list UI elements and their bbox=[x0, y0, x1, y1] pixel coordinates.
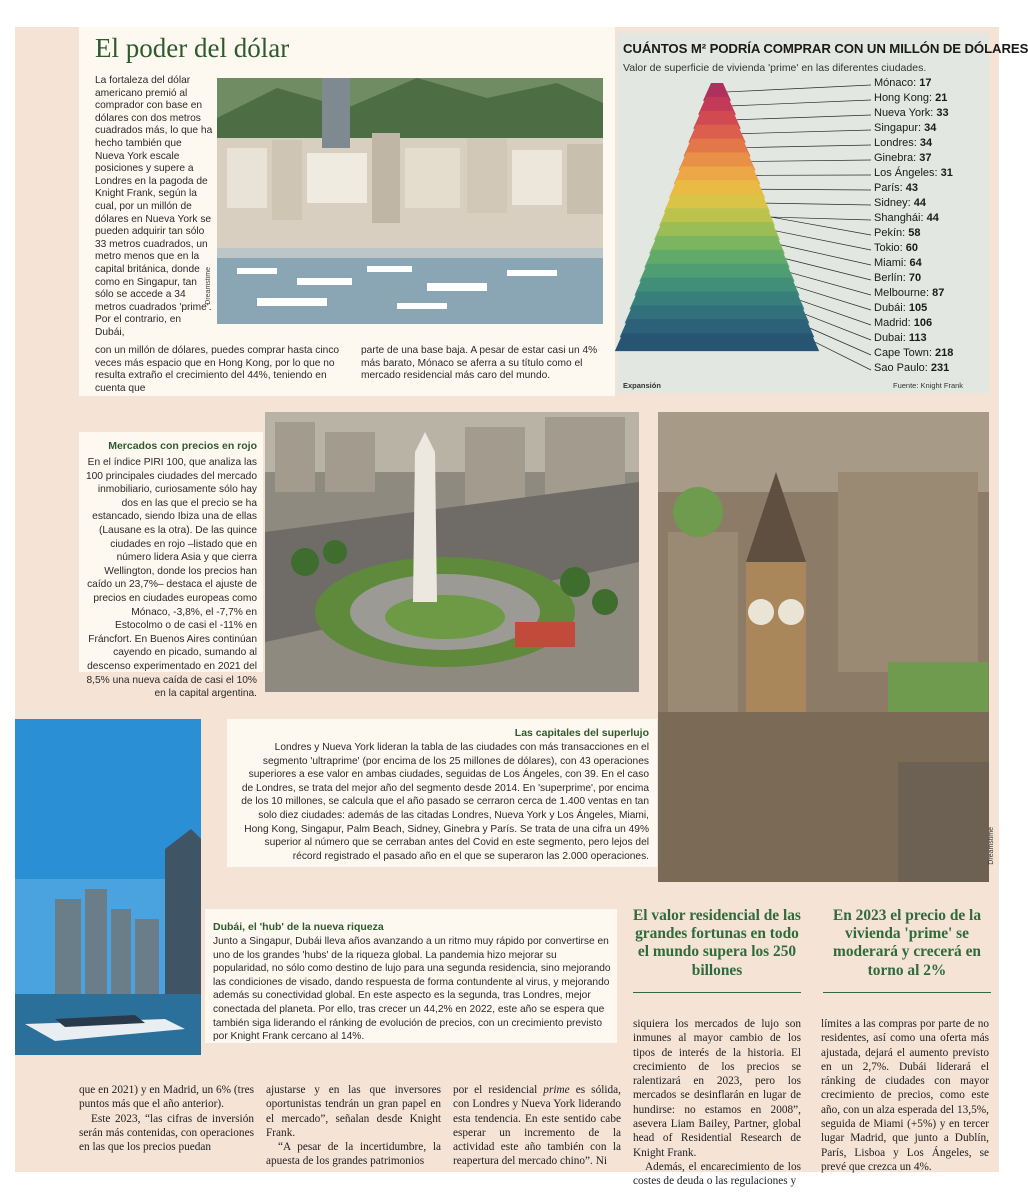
lead-text-cont: con un millón de dólares, puedes comprar hasta cinco veces más espacio que en Hong Kong, por lo que no resulta extraño el crecimiento del 44%, teniendo en cuenta que bbox=[95, 345, 340, 394]
city-name: Singapur: bbox=[874, 122, 925, 134]
infographic-subtitle: Valor de superficie de vivienda 'prime' en las diferentes ciudades. bbox=[623, 62, 927, 74]
lead-text: La fortaleza del dólar americano premió al comprador con base en dólares con dos metros cuadrados más, lo que ha hecho también que Nueva York escale posiciones y supere a Londres en la pagoda de Knight Frank, según la cual, por un millón de dólares en Nueva York se pueden adquirir tan sólo 33 metros cuadrados, un metro menos que en la capital británica, donde como en Singapur, tan sólo se accede a 34 metros cuadrados 'prime'. Por el contrario, en Dubái, bbox=[95, 75, 213, 338]
city-value: 60 bbox=[905, 242, 919, 254]
city-name: Tokio: bbox=[874, 242, 906, 254]
city-name: Sao Paulo: bbox=[874, 362, 931, 374]
leader-line bbox=[805, 314, 871, 340]
box-dubai bbox=[205, 909, 617, 1043]
body-col-4 bbox=[633, 1017, 801, 1189]
leader-line bbox=[732, 100, 871, 106]
newspaper-page bbox=[15, 27, 1028, 1188]
city-name: Madrid: bbox=[874, 317, 914, 329]
dubai-photo bbox=[15, 719, 201, 1055]
city-value: 31 bbox=[940, 167, 953, 179]
city-value: 37 bbox=[919, 152, 932, 164]
city-value: 33 bbox=[936, 107, 949, 119]
city-name: Miami: bbox=[874, 257, 910, 269]
city-value: 34 bbox=[919, 137, 933, 149]
box-mercados bbox=[79, 432, 263, 700]
leader-line bbox=[737, 115, 871, 120]
city-value: 218 bbox=[934, 347, 954, 359]
city-row bbox=[874, 362, 949, 374]
city-name: Los Ángeles: bbox=[874, 167, 941, 179]
city-row bbox=[874, 107, 949, 119]
city-row bbox=[874, 257, 922, 269]
body-emphasis: prime bbox=[543, 1084, 570, 1096]
leader-line bbox=[796, 287, 871, 310]
box-superlujo bbox=[227, 719, 657, 867]
city-name: Hong Kong: bbox=[874, 92, 936, 104]
city-row bbox=[874, 122, 936, 134]
city-value: 105 bbox=[908, 302, 928, 314]
infographic-title: CUÁNTOS M² PODRÍA COMPRAR CON UN MILLÓN DE DÓLARES bbox=[623, 41, 1028, 56]
city-value: 34 bbox=[924, 122, 937, 134]
buenos-aires-photo bbox=[265, 412, 639, 692]
pagoda-tier bbox=[615, 333, 819, 351]
city-row bbox=[874, 347, 953, 359]
city-value: 70 bbox=[908, 272, 922, 284]
city-name: Dubái: bbox=[874, 302, 909, 314]
top-article bbox=[79, 27, 615, 396]
city-name: Berlín: bbox=[874, 272, 909, 284]
lead-text-cont2: parte de una base baja. A pesar de estar casi un 4% más barato, Mónaco se aferra a su título como el mercado residencial más caro del mundo. bbox=[361, 345, 598, 382]
city-row bbox=[874, 332, 927, 344]
city-row bbox=[874, 77, 932, 89]
city-value: 231 bbox=[930, 362, 950, 374]
body-paragraph: siquiera los mercados de lujo son inmunes al mayor cambio de los tipos de interés de la historia. El crecimiento de los precios se ralentizará en 2023, pero los mercados se desinflarán en lugar de hundirse: no estamos en 2008”, asevera Liam Bailey, Partner, global head of Residential Research de Knight Frank. bbox=[633, 1018, 801, 1159]
city-row bbox=[874, 272, 921, 284]
leader-line bbox=[791, 273, 871, 295]
leader-line bbox=[781, 245, 871, 265]
body-col-3 bbox=[453, 1083, 621, 1169]
city-name: Shanghái: bbox=[874, 212, 927, 224]
city-name: Sidney: bbox=[874, 197, 914, 209]
city-row bbox=[874, 197, 926, 209]
city-value: 43 bbox=[905, 182, 919, 194]
body-paragraph: ajustarse y en las que inversores oportunistas tendrán un gran papel en el mercado”, señalan desde Knight Frank. bbox=[266, 1084, 441, 1139]
city-value: 64 bbox=[909, 257, 922, 269]
city-value: 87 bbox=[932, 287, 945, 299]
box-superlujo-title: Las capitales del superlujo bbox=[514, 727, 649, 739]
infographic-brand: Expansión bbox=[623, 381, 661, 390]
london-photo bbox=[658, 412, 989, 882]
infographic bbox=[617, 33, 1028, 393]
box-dubai-text: Junto a Singapur, Dubái lleva años avanzando a un ritmo muy rápido por convertirse en uno de los grandes 'hubs' de la riqueza global. La pandemia hizo mejorar su popularidad, no sólo como destino de lujo para una segunda residencia, sino mejorando las condiciones de visado, dando respuesta de forma contundente al virus, y mejorando además su conectividad global. En este aspecto es la segunda, tras Londres, mejor conectada del planeta. Por ello, tras crecer un 44,2% en 2022, este año se espera que también siga liderando el ránking de evolución de precios, con un crecimiento previsto por Knight Frank cercano al 14%. bbox=[213, 936, 611, 1043]
london-photo-credit: Dreamstime bbox=[988, 827, 995, 865]
city-row bbox=[874, 242, 918, 254]
body-paragraph: Este 2023, “las cifras de inversión serán más contenidas, con operaciones en las que los precios puedan bbox=[79, 1112, 254, 1154]
city-name: Dubai: bbox=[874, 332, 909, 344]
body-col-2 bbox=[266, 1083, 441, 1169]
city-row bbox=[874, 227, 921, 239]
body-paragraph bbox=[453, 1083, 621, 1169]
infographic-source: Fuente: Knight Frank bbox=[893, 381, 964, 390]
city-name: Mónaco: bbox=[874, 77, 920, 89]
body-paragraph: que en 2021) y en Madrid, un 6% (tres puntos más que el año anterior). bbox=[79, 1084, 254, 1111]
city-name: Pekín: bbox=[874, 227, 909, 239]
box-mercados-title: Mercados con precios en rojo bbox=[108, 440, 257, 452]
city-name: París: bbox=[874, 182, 906, 194]
city-value: 21 bbox=[935, 92, 948, 104]
box-dubai-title: Dubái, el 'hub' de la nueva riqueza bbox=[213, 921, 384, 933]
body-text: es sólida, con Londres y Nueva York liderando esta tendencia. En este sentido cabe esperar un incremento de la actividad este año también con la reapertura del mercado chino”. Ni bbox=[453, 1084, 621, 1168]
city-value: 58 bbox=[908, 227, 921, 239]
city-name: Ginebra: bbox=[874, 152, 920, 164]
body-paragraph: “A pesar de la incertidumbre, la apuesta de los grandes patrimonios bbox=[266, 1141, 441, 1168]
pull-rule-2 bbox=[823, 992, 991, 993]
city-row bbox=[874, 167, 953, 179]
city-row bbox=[874, 317, 932, 329]
leader-line bbox=[752, 160, 872, 161]
leader-line bbox=[761, 189, 871, 190]
leader-line bbox=[747, 145, 871, 148]
body-col-1 bbox=[79, 1083, 254, 1154]
city-value: 17 bbox=[919, 77, 932, 89]
page-title: El poder del dólar bbox=[95, 33, 290, 63]
city-row bbox=[874, 182, 918, 194]
city-name: Nueva York: bbox=[874, 107, 937, 119]
city-row bbox=[874, 302, 927, 314]
city-value: 106 bbox=[913, 317, 933, 329]
body-paragraph: límites a las compras por parte de no residentes, así como una oferta más ajustada, dejará el aumento previsto en un 2,7%. Dubái liderará el ránking de ciudades con mayor crecimiento de precios, como este año, con un alza esperada del 13,5%, seguida de Miami (+5%) y en tercer lugar Madrid, que junto a Dublín, París, Lisboa y Los Ángeles, se prevé que crezca un 4%. bbox=[821, 1018, 989, 1173]
city-value: 44 bbox=[926, 212, 939, 224]
city-row bbox=[874, 152, 932, 164]
city-name: Londres: bbox=[874, 137, 920, 149]
city-value: 44 bbox=[913, 197, 926, 209]
monaco-photo bbox=[217, 78, 603, 324]
leader-line bbox=[742, 130, 871, 134]
leader-line bbox=[766, 203, 871, 205]
city-value: 113 bbox=[908, 332, 927, 344]
body-col-5 bbox=[821, 1017, 989, 1174]
city-name: Cape Town: bbox=[874, 347, 935, 359]
pull-quote-1: El valor residencial de las grandes fortunas en todo el mundo supera los 250 billones bbox=[633, 907, 801, 979]
body-text: por el residencial bbox=[453, 1084, 544, 1096]
leader-line bbox=[801, 300, 872, 325]
city-row bbox=[874, 137, 932, 149]
city-row bbox=[874, 287, 944, 299]
pull-quote-2: En 2023 el precio de la vivienda 'prime' se moderará y crecerá en torno al 2% bbox=[832, 907, 982, 979]
city-row bbox=[874, 212, 939, 224]
box-superlujo-text: Londres y Nueva York lideran la tabla de las ciudades con más transacciones en el segmento 'ultraprime' (por encima de los 25 millones de dólares), con 43 operaciones superiores a ese valor en ambas ciudades, seguidas de Los Ángeles, con 39. En el caso de Londres, se trata del mejor año del segmento desde 2014. En 'superprime', por encima de los 10 millones, se calcula que el año pasado se cerraron cerca de 1.400 ventas en tan solo diez ciudades: además de las citadas Londres, Nueva York y Los Ángeles, Miami, Hong Kong, Singapur, Palm Beach, Sidney, Ginebra y París. Se trata de una cifra un 49% superior al número que se cerraban antes del Covid en este segmento, pero lejos del récord registrado el pasado año en el que se superaron las 2.000 operaciones. bbox=[241, 742, 649, 862]
leader-line bbox=[810, 328, 871, 355]
city-row bbox=[874, 92, 947, 104]
box-mercados-text: En el índice PIRI 100, que analiza las 100 principales ciudades del mercado inmobiliario, curiosamente sólo hay dos en las que el precio se ha estancado, siendo Ibiza una de ellas (Lausane es la otra). De las quince ciudades en rojo –listado que en número lidera Asia y que cierra Wellington, donde los precios han caído un 23,7%– destaca el ajuste de precios en ciudades europeas como Mónaco, -3,8%, el -7,7% en Estocolmo o de casi el -11% en Fráncfort. En Buenos Aires continúan cayendo en picado, sumando al descenso experimentado en 2021 del 8,5% una nueva caída de casi el 10% en la capital argentina. bbox=[85, 457, 257, 700]
leader-line bbox=[727, 85, 871, 92]
leader-line bbox=[815, 342, 871, 370]
body-paragraph: Además, el encarecimiento de los costes de deuda o las regulaciones y bbox=[633, 1160, 801, 1188]
city-name: Melbourne: bbox=[874, 287, 933, 299]
photo-credit: Dreamstime bbox=[205, 267, 212, 305]
pull-rule-1 bbox=[633, 992, 801, 993]
